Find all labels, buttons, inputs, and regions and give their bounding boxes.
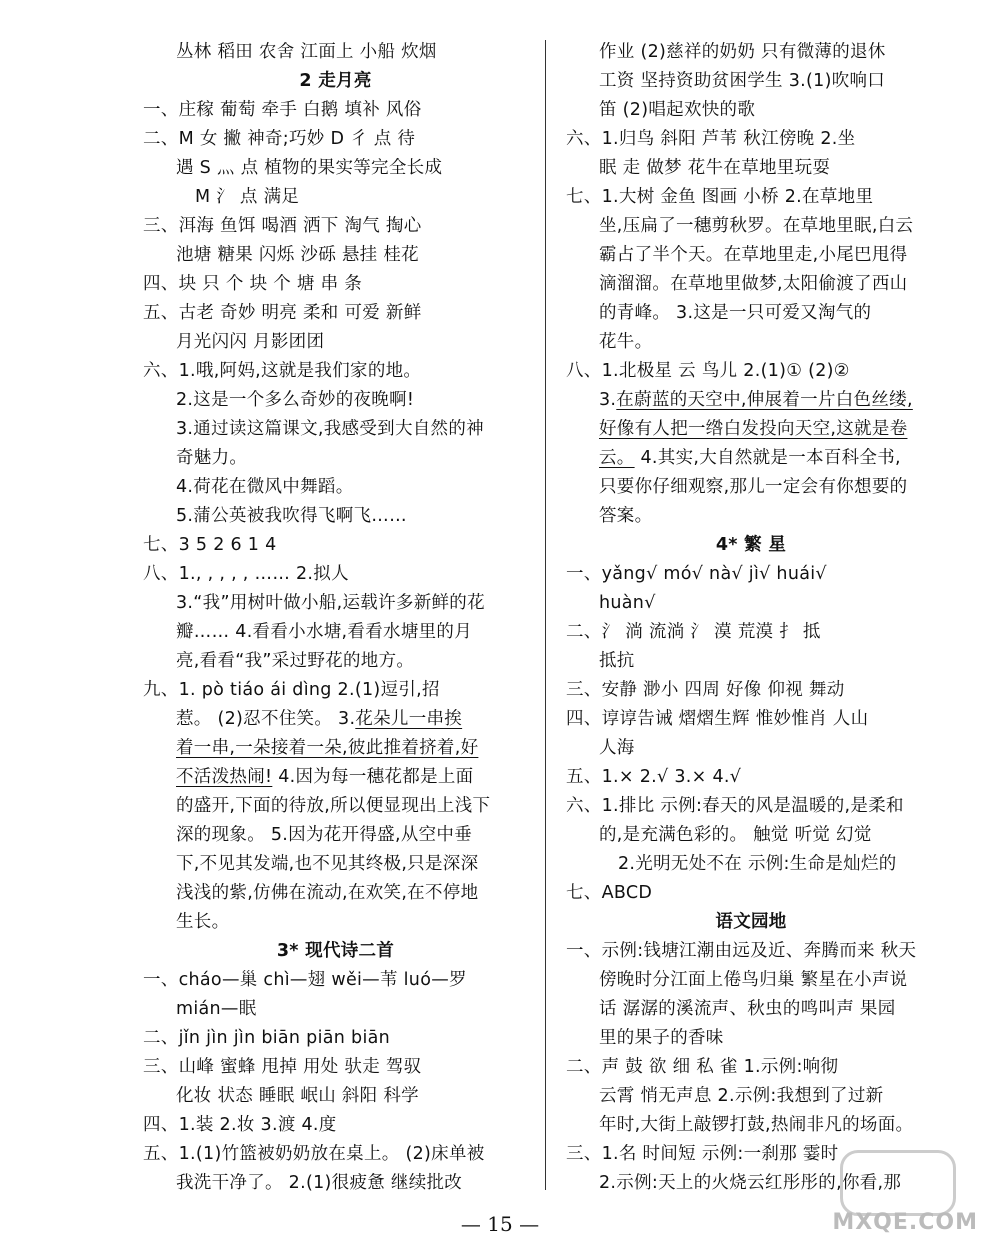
answer-line: 霸占了半个天。在草地里走,小尾巴甩得 bbox=[599, 245, 908, 265]
answer-line: 傍晚时分江面上倦鸟归巢 繁星在小声说 bbox=[599, 970, 908, 990]
answer-line: 眠 走 做梦 花牛在草地里玩耍 bbox=[599, 158, 831, 178]
answer-line: 3.在蔚蓝的天空中,伸展着一片白色丝缕, bbox=[599, 390, 913, 410]
answer-line: M 氵 点 满足 bbox=[195, 187, 300, 207]
answer-line: 四、块 只 个 块 个 塘 串 条 bbox=[143, 274, 363, 294]
right-column bbox=[566, 38, 936, 1198]
answer-line: 一、yǎng√ mó√ nà√ jì√ huái√ bbox=[566, 564, 827, 584]
answer-line: 二、M 女 撇 神奇;巧妙 D 彳 点 待 bbox=[143, 129, 416, 149]
answer-line: 话 潺潺的溪流声、秋虫的鸣叫声 果园 bbox=[599, 999, 896, 1019]
column-divider bbox=[545, 40, 546, 1190]
answer-line: mián—眠 bbox=[176, 999, 257, 1019]
answer-line: 4.荷花在微风中舞蹈。 bbox=[176, 477, 354, 497]
answer-line: 月光闪闪 月影团团 bbox=[176, 332, 325, 352]
underlined-sentence: 花朵儿一串挨 bbox=[355, 709, 463, 729]
answer-line: 二、jǐn jìn jìn biān piān biān bbox=[143, 1028, 391, 1048]
answer-line: 瓣…… 4.看看小水塘,看看水塘里的月 bbox=[176, 622, 473, 642]
answer-line: 我洗干净了。 2.(1)很疲惫 继续批改 bbox=[176, 1173, 463, 1193]
answer-line: 花牛。 bbox=[599, 332, 653, 352]
answer-line: huàn√ bbox=[599, 593, 656, 613]
section-title: 4* 繁 星 bbox=[715, 535, 787, 555]
answer-line: 九、1. pò tiáo ái dìng 2.(1)逗引,招 bbox=[143, 680, 440, 700]
answer-line: 的青峰。 3.这是一只可爱又淘气的 bbox=[599, 303, 872, 323]
answer-line: 二、氵 淌 流淌 氵 漠 荒漠 扌 抵 bbox=[566, 622, 821, 642]
answer-line: 七、ABCD bbox=[566, 883, 653, 903]
answer-line: 奇魅力。 bbox=[176, 448, 248, 468]
answer-line: 六、1.哦,阿妈,这就是我们家的地。 bbox=[143, 361, 422, 381]
answer-line: 亮,看看“我”采过野花的地方。 bbox=[176, 651, 415, 671]
page-number: — 15 — bbox=[460, 1212, 540, 1236]
answer-line: 答案。 bbox=[599, 506, 653, 526]
answer-line: 3.通过读这篇课文,我感受到大自然的神 bbox=[176, 419, 484, 439]
answer-line: 人海 bbox=[599, 738, 635, 758]
answer-line: 池塘 糖果 闪烁 沙砾 悬挂 桂花 bbox=[176, 245, 419, 265]
answer-line: 三、山峰 蜜蜂 甩掉 用处 驮走 驾驭 bbox=[143, 1057, 422, 1077]
answer-line: 深的现象。 5.因为花开得盛,从空中垂 bbox=[176, 825, 473, 845]
answer-line: 七、3 5 2 6 1 4 bbox=[143, 535, 277, 555]
answer-line bbox=[143, 734, 528, 763]
watermark-logo-icon bbox=[840, 1150, 956, 1216]
answer-line: 只要你仔细观察,那儿一定会有你想要的 bbox=[599, 477, 908, 497]
underlined-sentence: 不活泼热闹! bbox=[176, 767, 273, 787]
answer-line: 一、示例:钱塘江潮由远及近、奔腾而来 秋天 bbox=[566, 941, 917, 961]
answer-line: 里的果子的香味 bbox=[599, 1028, 724, 1048]
answer-line: 2.这是一个多么奇妙的夜晚啊! bbox=[176, 390, 415, 410]
answer-line: 滴溜溜。在草地里做梦,太阳偷渡了西山 bbox=[599, 274, 908, 294]
answer-line: 的盛开,下面的待放,所以便显现出上浅下 bbox=[176, 796, 491, 816]
section-title: 3* 现代诗二首 bbox=[276, 941, 395, 961]
answer-line: 五、古老 奇妙 明亮 柔和 可爱 新鲜 bbox=[143, 303, 422, 323]
answer-line: 惹。 (2)忍不住笑。 3.花朵儿一串挨 bbox=[176, 709, 463, 729]
answer-line: 笛 (2)唱起欢快的歌 bbox=[599, 100, 756, 120]
answer-line: 不活泼热闹! 4.因为每一穗花都是上面 bbox=[176, 767, 474, 787]
answer-line: 八、1., , , , , …… 2.拟人 bbox=[143, 564, 349, 584]
answer-line: 下,不见其发端,也不见其终极,只是深深 bbox=[176, 854, 479, 874]
underlined-sentence: 云。 bbox=[599, 448, 635, 468]
answer-line: 四、谆谆告诫 熠熠生辉 惟妙惟肖 人山 bbox=[566, 709, 869, 729]
answer-line: 浅浅的紫,仿佛在流动,在欢笑,在不停地 bbox=[176, 883, 479, 903]
answer-line: 化妆 状态 睡眠 岷山 斜阳 科学 bbox=[176, 1086, 419, 1106]
answer-line: 云霄 悄无声息 2.示例:我想到了过新 bbox=[599, 1086, 884, 1106]
answer-line: 遇 S 灬 点 植物的果实等完全长成 bbox=[176, 158, 443, 178]
answer-line: 三、安静 渺小 四周 好像 仰视 舞动 bbox=[566, 680, 845, 700]
answer-line: 七、1.大树 金鱼 图画 小桥 2.在草地里 bbox=[566, 187, 874, 207]
answer-line: 工资 坚持资助贫困学生 3.(1)吹响口 bbox=[599, 71, 886, 91]
answer-line: 云。 4.其实,大自然就是一本百科全书, bbox=[599, 448, 901, 468]
answer-line: 三、洱海 鱼饵 喝酒 洒下 淘气 掏心 bbox=[143, 216, 422, 236]
answer-line: 5.蒲公英被我吹得飞啊飞…… bbox=[176, 506, 407, 526]
answer-line: 作业 (2)慈祥的奶奶 只有微薄的退休 bbox=[599, 42, 886, 62]
answer-line: 二、声 鼓 欲 细 私 雀 1.示例:响彻 bbox=[566, 1057, 839, 1077]
answer-line: 3.“我”用树叶做小船,运载许多新鲜的花 bbox=[176, 593, 485, 613]
answer-line: 年时,大街上敲锣打鼓,热闹非凡的场面。 bbox=[599, 1115, 914, 1135]
answer-line: 四、1.装 2.妆 3.渡 4.度 bbox=[143, 1115, 337, 1135]
left-column bbox=[143, 38, 528, 1198]
watermark-text: MXQE.COM bbox=[832, 1210, 978, 1235]
answer-line: 2.示例:天上的火烧云红彤彤的,你看,那 bbox=[599, 1173, 902, 1193]
answer-line: 五、1.× 2.√ 3.× 4.√ bbox=[566, 767, 742, 787]
answer-line: 三、1.名 时间短 示例:一刹那 霎时 bbox=[566, 1144, 839, 1164]
answer-line: 丛林 稻田 农舍 江面上 小船 炊烟 bbox=[176, 42, 437, 62]
answer-line: 五、1.(1)竹篮被奶奶放在桌上。 (2)床单被 bbox=[143, 1144, 485, 1164]
underlined-sentence: 在蔚蓝的天空中,伸展着一片白色丝缕, bbox=[616, 390, 913, 410]
answer-line: 一、庄稼 葡萄 牵手 白鹅 填补 风俗 bbox=[143, 100, 422, 120]
answer-line: 抵抗 bbox=[599, 651, 635, 671]
section-title: 2 走月亮 bbox=[299, 71, 372, 91]
answer-line: 八、1.北极星 云 鸟儿 2.(1)① (2)② bbox=[566, 361, 850, 381]
answer-line: 六、1.归鸟 斜阳 芦苇 秋江傍晚 2.坐 bbox=[566, 129, 856, 149]
answer-line bbox=[566, 415, 936, 444]
answer-line: 的,是充满色彩的。 触觉 听觉 幻觉 bbox=[599, 825, 872, 845]
underlined-sentence: 着一串,一朵接着一朵,彼此推着挤着,好 bbox=[176, 738, 479, 758]
answer-line: 一、cháo—巢 chì—翅 wěi—苇 luó—罗 bbox=[143, 970, 467, 990]
answer-line: 2.光明无处不在 示例:生命是灿烂的 bbox=[618, 854, 897, 874]
underlined-sentence: 好像有人把一绺白发投向天空,这就是卷 bbox=[599, 419, 908, 439]
section-title: 语文园地 bbox=[715, 912, 787, 932]
answer-line: 六、1.排比 示例:春天的风是温暖的,是柔和 bbox=[566, 796, 904, 816]
answer-line: 生长。 bbox=[176, 912, 230, 932]
answer-line: 坐,压扁了一穗剪秋罗。在草地里眠,白云 bbox=[599, 216, 914, 236]
watermark bbox=[828, 1150, 978, 1235]
